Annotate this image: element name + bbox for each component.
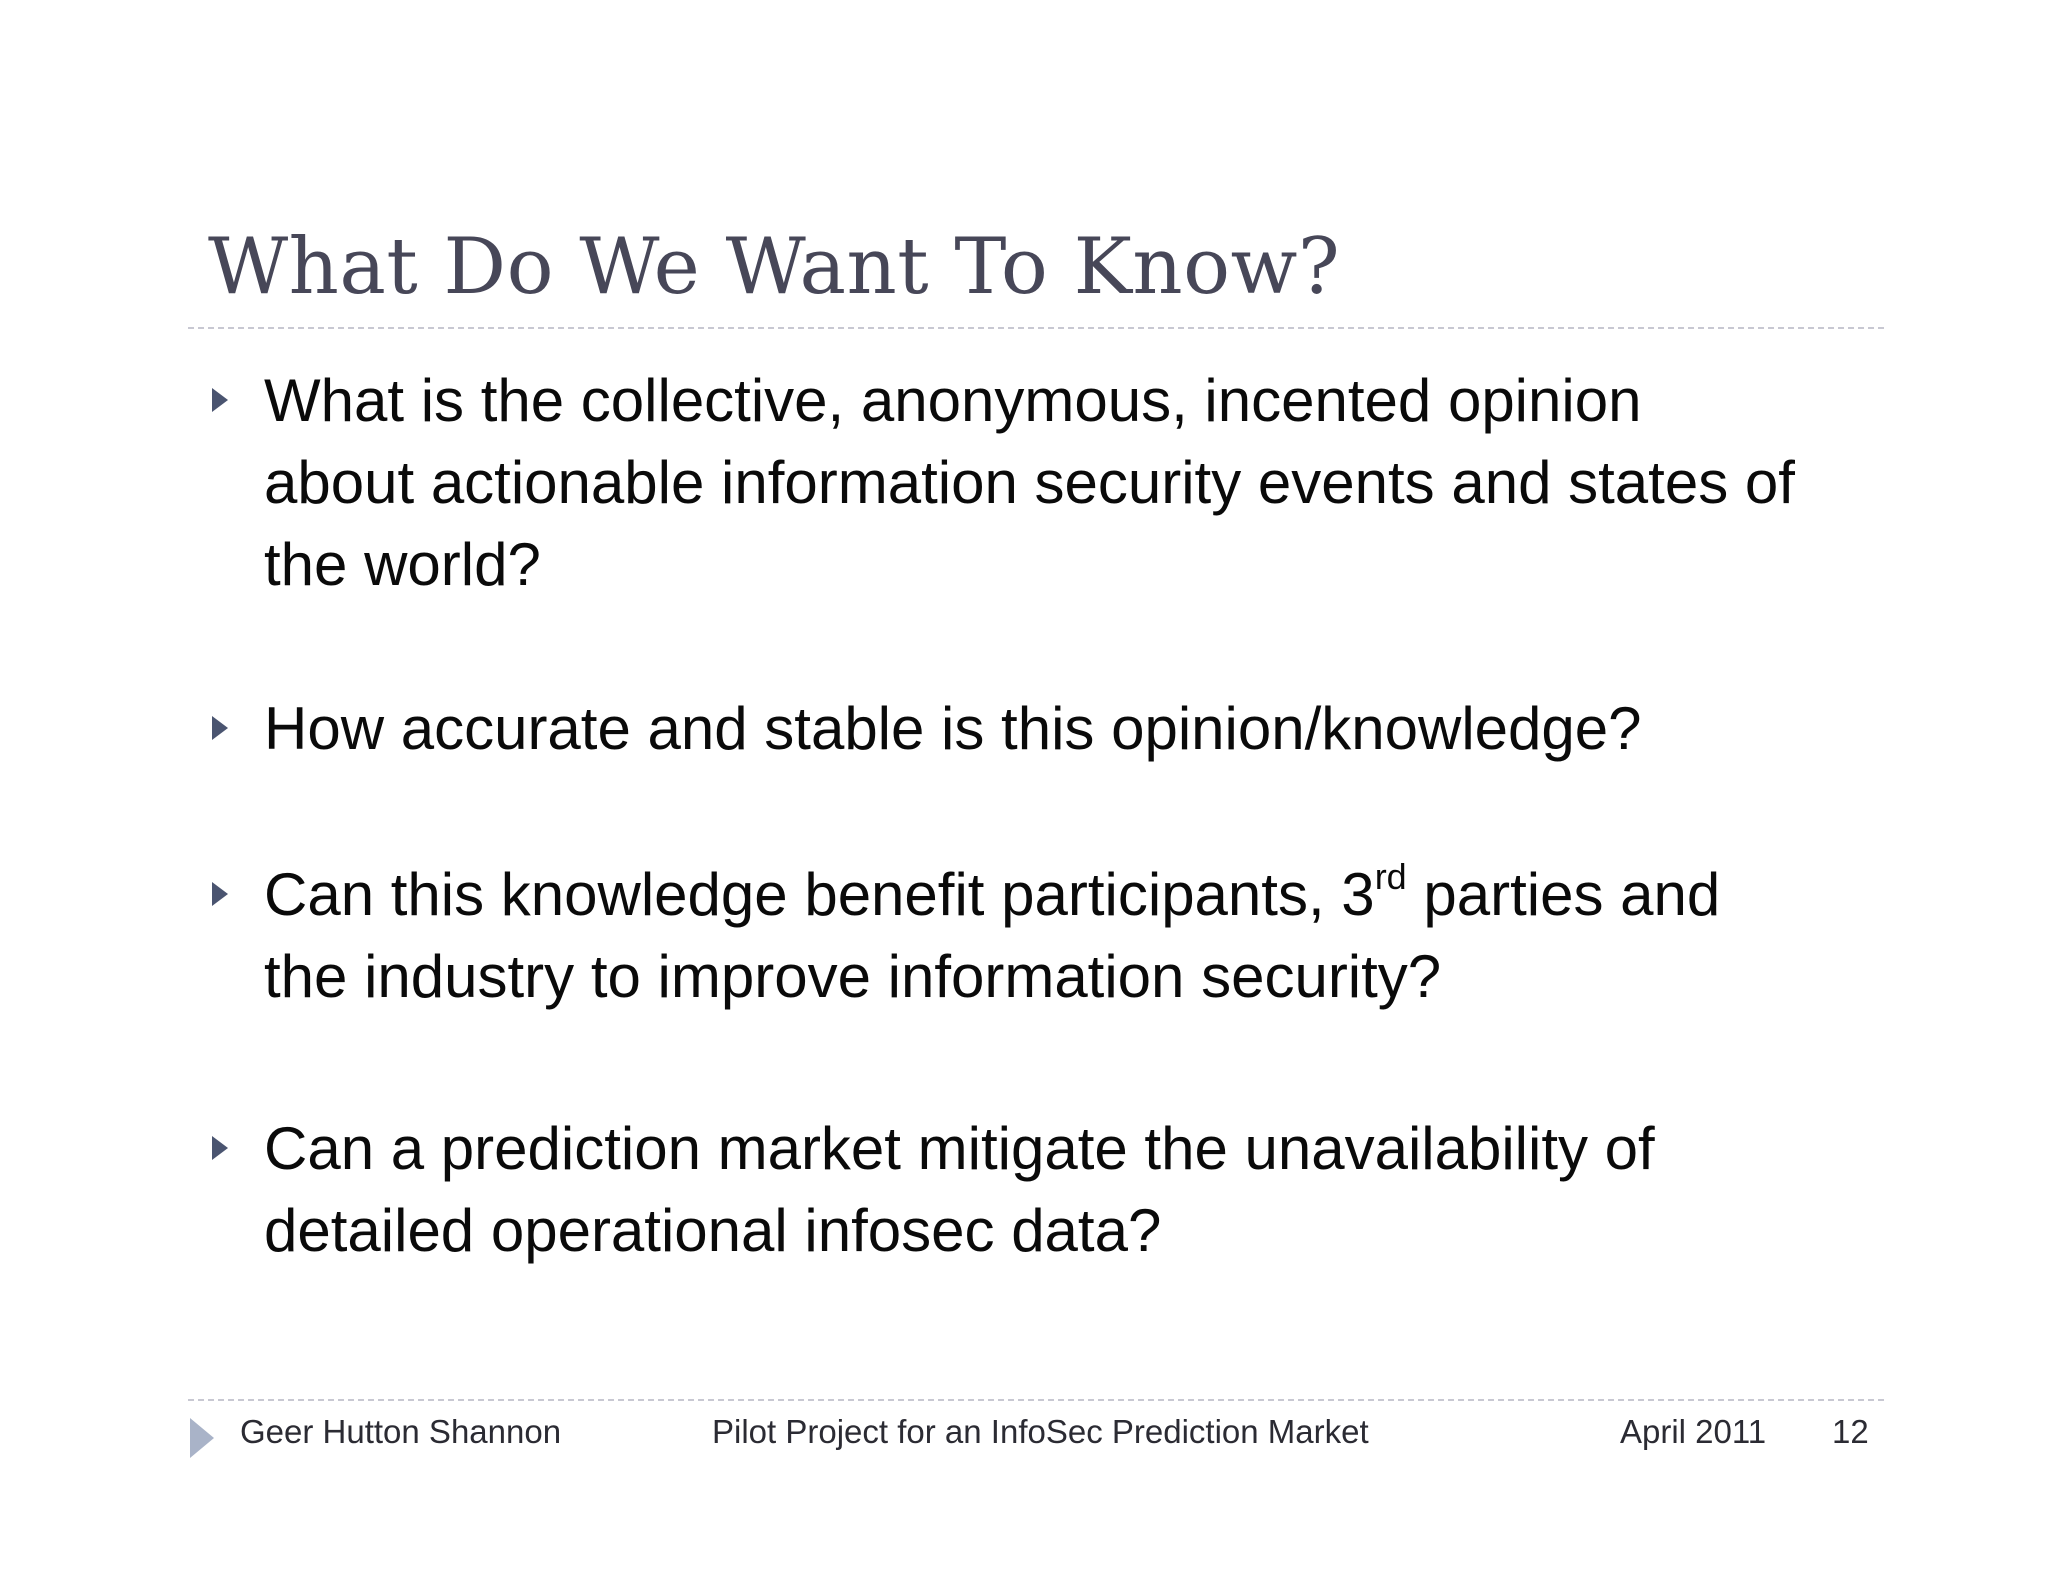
bullet-1-line-1: What is the collective, anonymous, incented opinion [264,367,1642,434]
footer-project-title: Pilot Project for an InfoSec Prediction Market [712,1413,1369,1450]
bullet-1-line-3: the world? [264,531,541,598]
footer-author: Geer Hutton Shannon [240,1413,562,1450]
bullet-1-line-2: about actionable information security events and states of [264,449,1795,516]
bullet-triangle-icon [212,1136,228,1160]
bullet-3-line-1 [264,854,1904,936]
bullet-triangle-icon [212,882,228,906]
bullet-3-line-2: the industry to improve information security? [264,943,1442,1010]
bullet-text-1 [264,360,1904,606]
ordinal-suffix: rd [1374,856,1407,897]
footer-triangle-icon [190,1418,214,1458]
bullet-4-line-2: detailed operational infosec data? [264,1197,1162,1264]
slide-title: What Do We Want To Know? [208,222,1341,312]
bullet-triangle-icon [212,388,228,412]
bullet-text-4 [264,1108,1904,1272]
bullet-triangle-icon [212,716,228,740]
footer-date: April 2011 [1620,1413,1767,1450]
bullet-3-text-before-sup: Can this knowledge benefit participants, 3 [264,861,1375,928]
bullet-2-line-1: How accurate and stable is this opinion/knowledge? [264,695,1642,762]
bullet-text-3 [264,854,1904,1018]
title-divider [188,327,1884,329]
bullet-4-line-1: Can a prediction market mitigate the unavailability of [264,1115,1655,1182]
footer-divider [188,1399,1884,1401]
bullet-text-2 [264,688,1904,770]
bullet-3-text-after-sup: parties and [1406,861,1721,928]
page-number: 12 [1832,1413,1869,1450]
